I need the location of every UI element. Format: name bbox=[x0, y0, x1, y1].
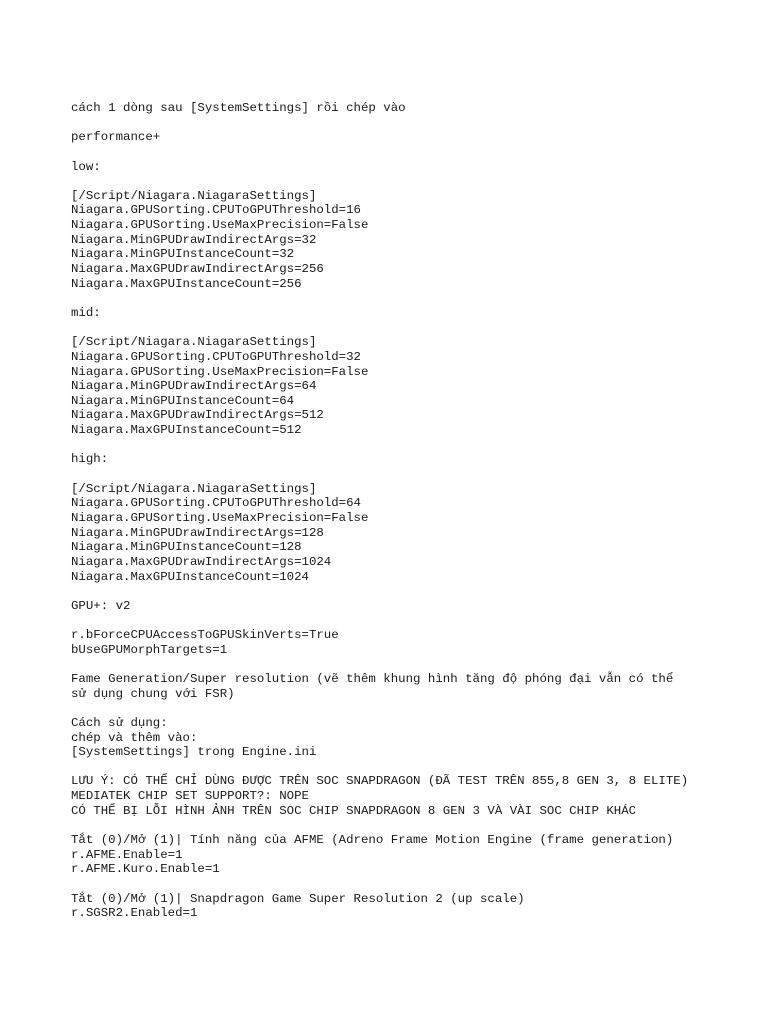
text-line: bUseGPUMorphTargets=1 bbox=[71, 642, 228, 657]
blank-line bbox=[71, 584, 751, 599]
blank-line bbox=[71, 116, 751, 131]
blank-line bbox=[71, 613, 751, 628]
text-line: chép và thêm vào: bbox=[71, 730, 198, 745]
text-line: performance+ bbox=[71, 130, 161, 145]
text-line: Niagara.GPUSorting.CPUToGPUThreshold=32 bbox=[71, 349, 361, 364]
text-line: Niagara.MaxGPUInstanceCount=512 bbox=[71, 423, 302, 438]
text-line: Niagara.GPUSorting.CPUToGPUThreshold=64 bbox=[71, 496, 361, 511]
blank-line bbox=[71, 467, 751, 482]
text-line: r.AFME.Kuro.Enable=1 bbox=[71, 862, 220, 877]
blank-line bbox=[71, 438, 751, 453]
blank-line bbox=[71, 291, 751, 306]
text-line: [/Script/Niagara.NiagaraSettings] bbox=[71, 481, 317, 496]
text-line: Niagara.MinGPUInstanceCount=32 bbox=[71, 247, 295, 262]
blank-line bbox=[71, 877, 751, 892]
text-line: CÓ THỂ BỊ LỖI HÌNH ẢNH TRÊN SOC CHIP SNAPDRAGON 8 GEN 3 VÀ VÀI SOC CHIP KHÁC bbox=[71, 803, 637, 818]
text-line: MEDIATEK CHIP SET SUPPORT?: NOPE bbox=[71, 789, 309, 804]
text-line: Niagara.GPUSorting.UseMaxPrecision=False bbox=[71, 510, 369, 525]
text-line: Niagara.MinGPUInstanceCount=128 bbox=[71, 540, 302, 555]
text-line: Niagara.MaxGPUDrawIndirectArgs=1024 bbox=[71, 554, 332, 569]
text-line: Niagara.MinGPUDrawIndirectArgs=64 bbox=[71, 379, 317, 394]
text-line: Niagara.MaxGPUInstanceCount=1024 bbox=[71, 569, 309, 584]
text-line: high: bbox=[71, 452, 109, 467]
document-body bbox=[71, 101, 751, 921]
text-line: Niagara.GPUSorting.UseMaxPrecision=False bbox=[71, 364, 369, 379]
text-line: Niagara.MinGPUInstanceCount=64 bbox=[71, 393, 295, 408]
text-line: Niagara.MaxGPUDrawIndirectArgs=256 bbox=[71, 262, 324, 277]
text-line: Cách sử dụng: bbox=[71, 715, 168, 730]
blank-line bbox=[71, 657, 751, 672]
blank-line bbox=[71, 145, 751, 160]
text-line: Fame Generation/Super resolution (vẽ thêm khung hình tăng độ phóng đại vẫn có thể bbox=[71, 671, 674, 686]
text-line: r.AFME.Enable=1 bbox=[71, 847, 183, 862]
blank-line bbox=[71, 701, 751, 716]
text-line: Niagara.GPUSorting.CPUToGPUThreshold=16 bbox=[71, 203, 361, 218]
text-line: low: bbox=[71, 159, 101, 174]
text-line: Tắt (0)/Mở (1)| Tính năng của AFME (Adreno Frame Motion Engine (frame generation) bbox=[71, 833, 674, 848]
text-line: r.SGSR2.Enabled=1 bbox=[71, 906, 198, 921]
blank-line bbox=[71, 174, 751, 189]
text-line: Niagara.MinGPUDrawIndirectArgs=128 bbox=[71, 525, 324, 540]
text-line: GPU+: v2 bbox=[71, 598, 131, 613]
blank-line bbox=[71, 818, 751, 833]
text-line: [SystemSettings] trong Engine.ini bbox=[71, 745, 317, 760]
text-line: r.bForceCPUAccessToGPUSkinVerts=True bbox=[71, 628, 339, 643]
text-line: Niagara.MaxGPUDrawIndirectArgs=512 bbox=[71, 408, 324, 423]
text-line: sử dụng chung với FSR) bbox=[71, 686, 235, 701]
text-line: Niagara.MaxGPUInstanceCount=256 bbox=[71, 276, 302, 291]
text-line: Tắt (0)/Mở (1)| Snapdragon Game Super Resolution 2 (up scale) bbox=[71, 891, 525, 906]
blank-line bbox=[71, 321, 751, 336]
text-line: cách 1 dòng sau [SystemSettings] rồi chép vào bbox=[71, 101, 406, 115]
blank-line bbox=[71, 760, 751, 775]
text-line: [/Script/Niagara.NiagaraSettings] bbox=[71, 335, 317, 350]
text-line: [/Script/Niagara.NiagaraSettings] bbox=[71, 188, 317, 203]
text-line: Niagara.GPUSorting.UseMaxPrecision=False bbox=[71, 218, 369, 233]
text-line: LƯU Ý: CÓ THỂ CHỈ DÙNG ĐƯỢC TRÊN SOC SNAPDRAGON (ĐÃ TEST TRÊN 855,8 GEN 3, 8 ELITE) bbox=[71, 774, 689, 789]
text-line: mid: bbox=[71, 305, 101, 320]
text-line: Niagara.MinGPUDrawIndirectArgs=32 bbox=[71, 232, 317, 247]
